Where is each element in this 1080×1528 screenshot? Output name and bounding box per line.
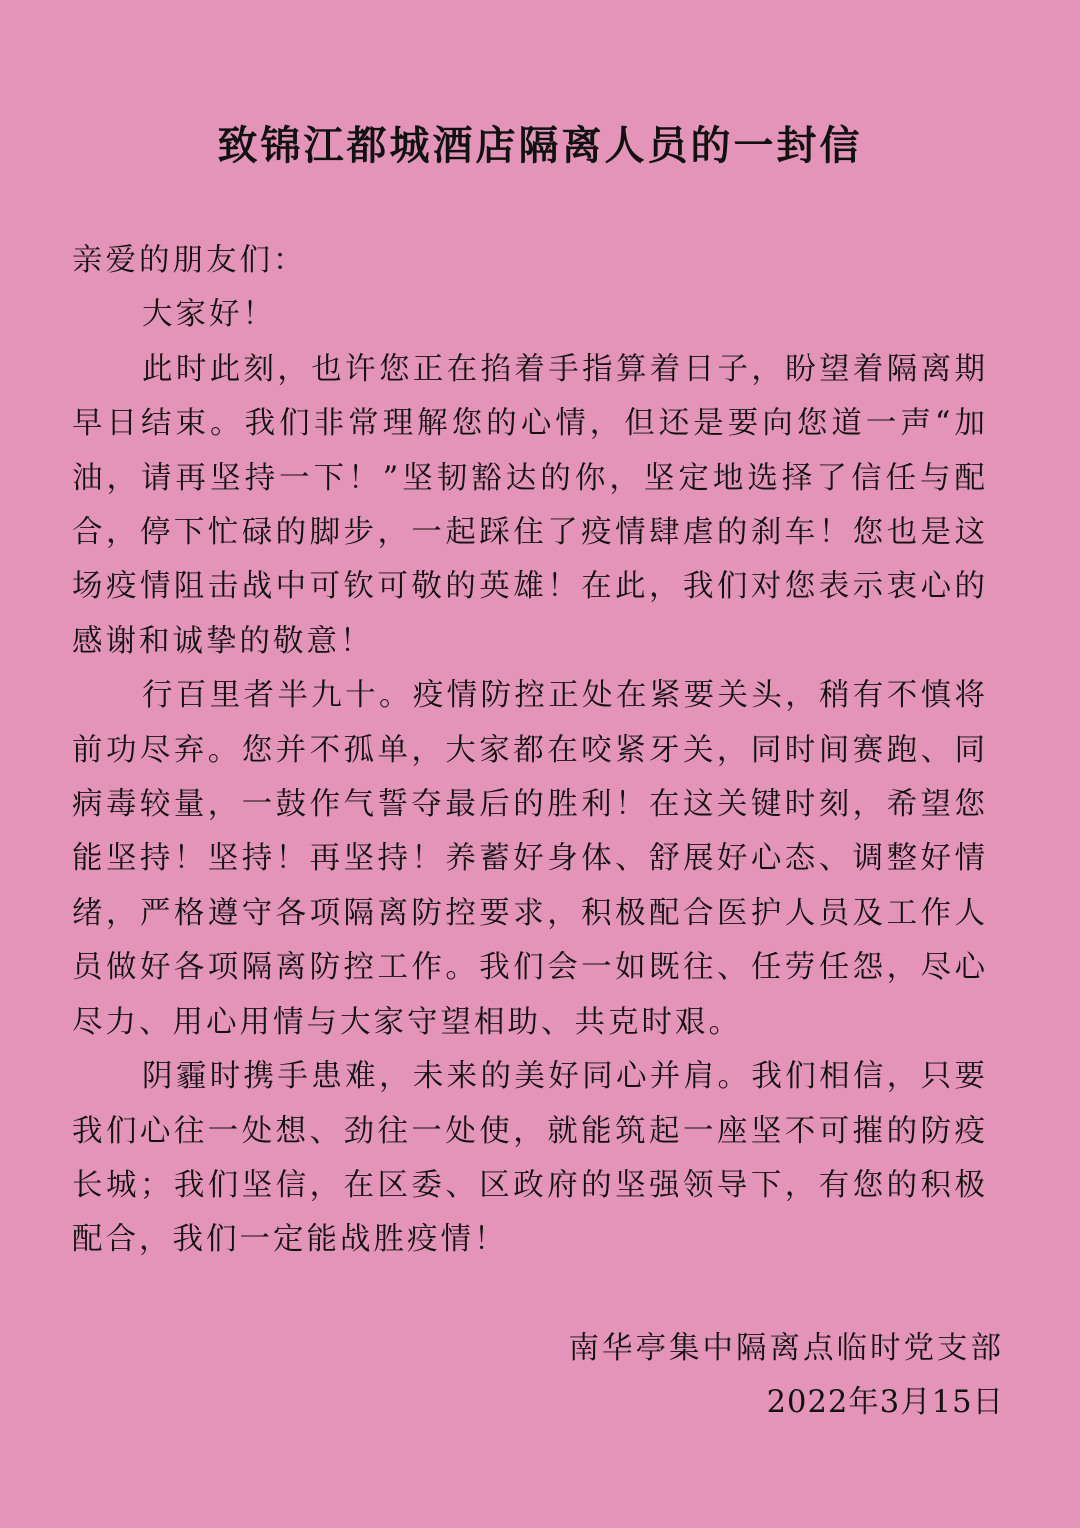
salutation: 亲爱的朋友们： — [72, 243, 307, 278]
signature-organization: 南华亭集中隔离点临时党支部 — [568, 1331, 1004, 1366]
paragraph-2: 行百里者半九十。疫情防控正处在紧要关头，稍有不慎将前功尽弃。您并不孤单，大家都在咬紧牙关，同时间赛跑、同病毒较量，一鼓作气誓夺最后的胜利！在这关键时刻，希望您能坚持！坚持！再坚持！养蓄好身体、舒展好心态、调整好情绪，严格遵守各项隔离防控要求，积极配合医护人员及工作人员做好各项隔离防控工作。我们会一如既往、任劳任怨，尽心尽力、用心用情与大家守望相助、共克时艰。 — [72, 678, 988, 1040]
greeting: 大家好！ — [142, 297, 276, 333]
letter-title: 致锦江都城酒店隔离人员的一封信 — [217, 122, 863, 169]
letter-body — [72, 234, 988, 1268]
paragraph-1: 此时此刻，也许您正在掐着手指算着日子，盼望着隔离期早日结束。我们非常理解您的心情，但还是要向您道一声“加油，请再坚持一下！”坚韧豁达的你，坚定地选择了信任与配合，停下忙碌的脚步，一起踩住了疫情肆虐的刹车！您也是这场疫情阻击战中可钦可敬的英雄！在此，我们对您表示衷心的感谢和诚挚的敬意！ — [72, 351, 988, 659]
signature-date: 2022年3月15日 — [766, 1385, 1004, 1420]
paragraph-3: 阴霾时携手患难，未来的美好同心并肩。我们相信，只要我们心往一处想、劲往一处使，就能筑起一座坚不可摧的防疫长城；我们坚信，在区委、区政府的坚强领导下，有您的积极配合，我们一定能战胜疫情！ — [72, 1059, 988, 1258]
signature-block — [569, 1322, 1005, 1430]
